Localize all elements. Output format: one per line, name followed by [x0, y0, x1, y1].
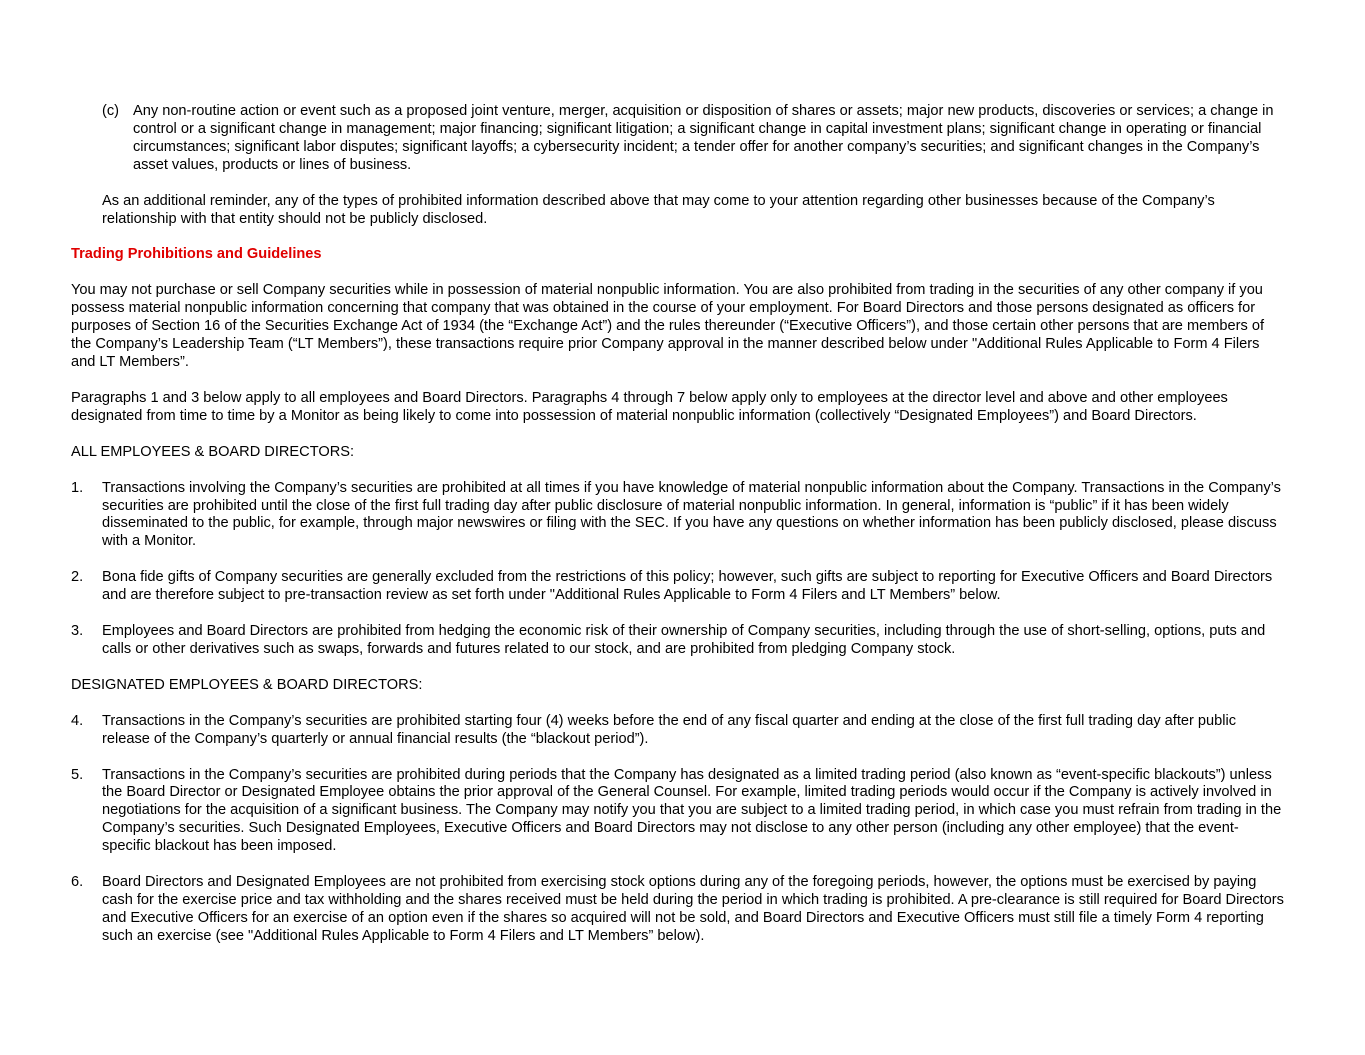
list-item-text: Transactions in the Company’s securities are prohibited during periods that the Company has designated as a limited trading period (also known as “event-specific blackouts”) unless the Board Director or Designated Employee obtains the prior approval of the General Counsel. For example, limited trading periods would occur if the Company is actively involved in negotiations for the acquisition of a significant business. The Company may notify you that you are subject to a limited trading period, in which case you must refrain from trading in the Company’s securities. Such Designated Employees, Executive Officers and Board Directors may not disclose to any other person (including any other employee) that the event-specific blackout has been imposed.: [102, 766, 1282, 855]
sub-item-text: Any non-routine action or event such as a proposed joint venture, merger, acquisition or disposition of shares or assets; major new products, discoveries or services; a change in control or a significant change in management; major financing; significant litigation; a significant change in capital investment plans; significant change in operating or financial circumstances; significant labor disputes; significant layoffs; a cybersecurity incident; a tender offer for another company’s securities; and significant changes in the Company’s asset values, products or lines of business.: [133, 103, 1274, 173]
sub-item-marker: (c): [102, 103, 120, 119]
section-heading: Trading Prohibitions and Guidelines: [71, 246, 322, 263]
list-item-text: Transactions in the Company’s securities are prohibited starting four (4) weeks before the end of any fiscal quarter and ending at the close of the first full trading day after public release of the Company’s quarterly or annual financial results (the “blackout period”).: [102, 712, 1237, 747]
sub-item-c: [102, 103, 1285, 175]
list-item-text: Employees and Board Directors are prohibited from hedging the economic risk of their ownership of Company securities, including through the use of short-selling, options, puts and calls or other derivatives such as swaps, forwards and futures related to our stock, and are prohibited from pledging Company stock.: [102, 623, 1266, 657]
list-item: [71, 767, 1285, 857]
list-item-number: 1.: [71, 479, 84, 496]
reminder-paragraph: As an additional reminder, any of the types of prohibited information described above that may come to your attention regarding other businesses because of the Company’s relationship with that entity should not be publicly disclosed.: [102, 192, 1215, 227]
intro-paragraph: You may not purchase or sell Company securities while in possession of material nonpublic information. You are also prohibited from trading in the securities of any other company if you possess material nonpublic information concerning that company that was obtained in the course of your employment. For Board Directors and those persons designated as officers for purposes of Section 16 of the Securities Exchange Act of 1934 (the “Exchange Act”) and the rules thereunder (“Executive Officers”), and those certain other persons that are members of the Company’s Leadership Team (“LT Members”), these transactions require prior Company approval in the manner described below under "Additional Rules Applicable to Form 4 Filers and LT Members”.: [71, 282, 1265, 370]
list-item-text: Transactions involving the Company’s securities are prohibited at all times if you have knowledge of material nonpublic information about the Company. Transactions in the Company’s securities are prohibited until the close of the first full trading day after public disclosure of material nonpublic information. In general, information is “public” if it has been widely disseminated to the public, for example, through major newswires or filing with the SEC. If you have any questions on whether information has been publicly disclosed, please discuss with a Monitor.: [102, 479, 1281, 550]
list-item: [71, 569, 1285, 605]
list-item: [71, 713, 1285, 749]
list-item-number: 6.: [71, 874, 84, 891]
group-heading-designated: DESIGNATED EMPLOYEES & BOARD DIRECTORS:: [71, 676, 423, 693]
list-item-text: Board Directors and Designated Employees are not prohibited from exercising stock options during any of the foregoing periods, however, the options must be exercised by paying cash for the exercise price and tax withholding and the shares received must be held during the period in which trading is prohibited. A pre-clearance is still required for Board Directors and Executive Officers for an exercise of an option even if the shares so acquired will not be sold, and Board Directors and Executive Officers must still file a timely Form 4 reporting such an exercise (see "Additional Rules Applicable to Form 4 Filers and LT Members” below).: [102, 874, 1284, 944]
list-item-number: 3.: [71, 623, 84, 640]
list-item: [71, 480, 1285, 552]
list-item-text: Bona fide gifts of Company securities are generally excluded from the restrictions of this policy; however, such gifts are subject to reporting for Executive Officers and Board Directors and are therefore subject to pre-transaction review as set forth under "Additional Rules Applicable to Form 4 Filers and LT Members” below.: [102, 569, 1273, 604]
list-item-number: 5.: [71, 766, 84, 783]
group-heading-all: ALL EMPLOYEES & BOARD DIRECTORS:: [71, 443, 355, 460]
list-item-number: 4.: [71, 712, 84, 729]
list-item: [71, 874, 1285, 946]
list-item-number: 2.: [71, 569, 84, 586]
intro-paragraph: Paragraphs 1 and 3 below apply to all employees and Board Directors. Paragraphs 4 through 7 below apply only to employees at the director level and above and other employees designated from time to time by a Monitor as being likely to come into possession of material nonpublic information (collectively “Designated Employees”) and Board Directors.: [71, 389, 1228, 424]
list-item: [71, 623, 1285, 659]
